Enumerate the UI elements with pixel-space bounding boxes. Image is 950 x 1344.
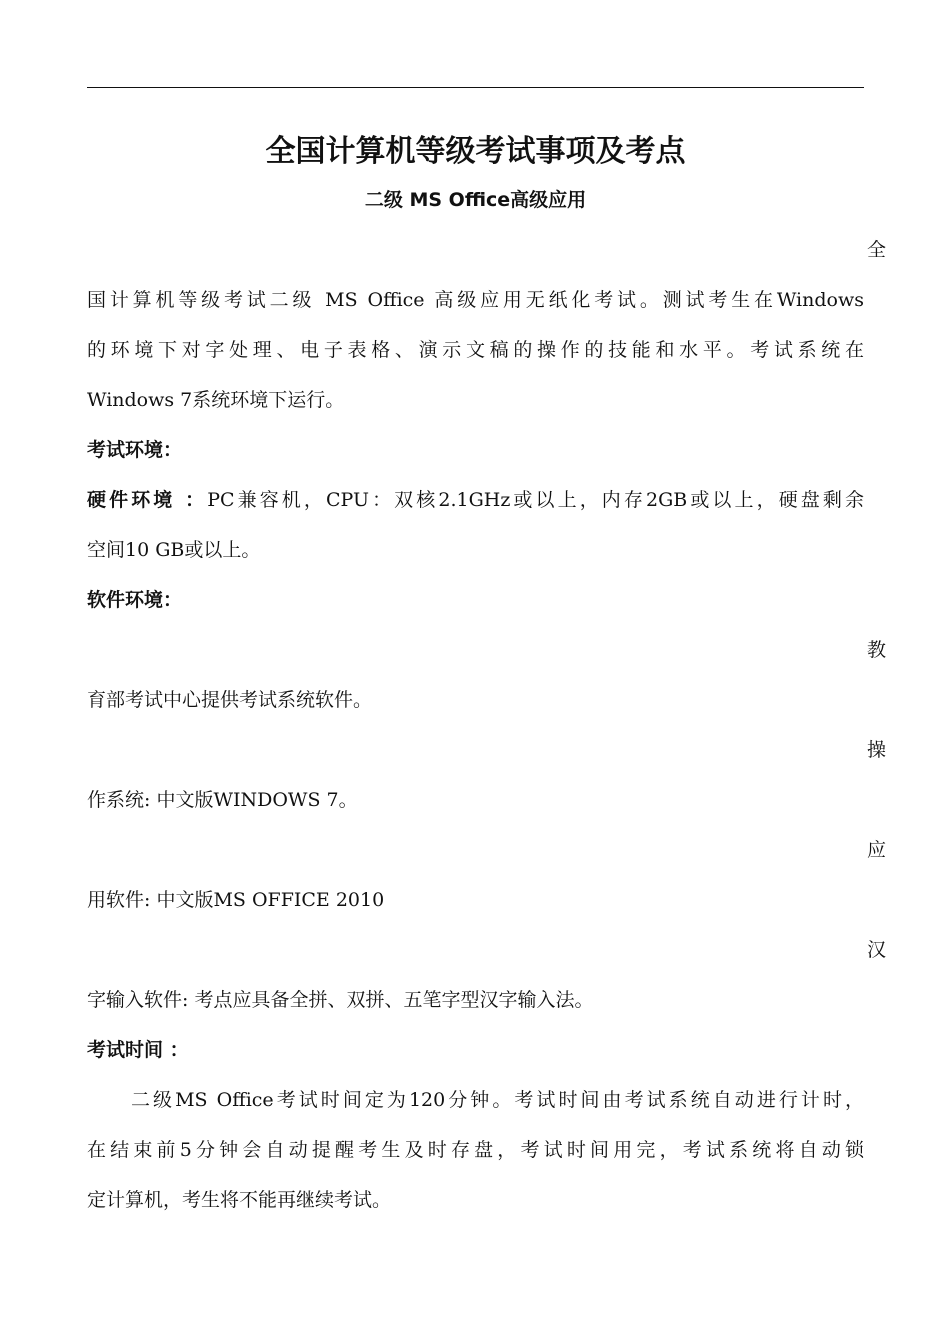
exam-env-heading: 考试环境： [87, 439, 183, 461]
hardware-label: 硬件环境 ： [87, 489, 208, 511]
intro-line-2: 的环境下对字处理、电子表格、演示文稿的操作的技能和水平。考试系统在 [87, 339, 864, 361]
intro-line-3: Windows 7系统环境下运行。 [87, 389, 345, 411]
software-item-3-text: 用软件: 中文版MS OFFICE 2010 [87, 889, 385, 911]
exam-time-line-1: 二级MS Office考试时间定为120分钟。考试时间由考试系统自动进行计时， [131, 1089, 864, 1111]
intro-lead-char: 全 [866, 239, 886, 261]
exam-time-line-3: 定计算机，考生将不能再继续考试。 [87, 1189, 392, 1211]
software-item-2-lead: 操 [866, 739, 886, 761]
header-rule [87, 87, 864, 88]
software-item-2-text: 作系统: 中文版WINDOWS 7。 [87, 789, 358, 811]
exam-time-line-2: 在结束前5分钟会自动提醒考生及时存盘，考试时间用完，考试系统将自动锁 [87, 1139, 864, 1161]
exam-time-heading: 考试时间 ： [87, 1039, 189, 1061]
software-item-4-lead: 汉 [866, 939, 886, 961]
software-item-1-text: 育部考试中心提供考试系统软件。 [87, 689, 373, 711]
software-item-1-lead: 教 [866, 639, 886, 661]
document-title: 全国计算机等级考试事项及考点 [265, 134, 686, 169]
document-subtitle: 二级 MS Office高级应用 [364, 189, 587, 211]
software-item-4-text: 字输入软件: 考点应具备全拼、双拼、五笔字型汉字输入法。 [87, 989, 594, 1011]
hardware-line-2: 空间10 GB或以上。 [87, 539, 261, 561]
software-heading: 软件环境： [87, 589, 183, 611]
intro-line-1: 国计算机等级考试二级 MS Office 高级应用无纸化考试。测试考生在Windows [87, 289, 864, 311]
document-body [87, 225, 886, 1225]
hardware-text: PC兼容机，CPU：双核2.1GHz或以上，内存2GB或以上，硬盘剩余 [207, 489, 864, 511]
hardware-line [87, 475, 864, 525]
software-item-3-lead: 应 [866, 839, 886, 861]
